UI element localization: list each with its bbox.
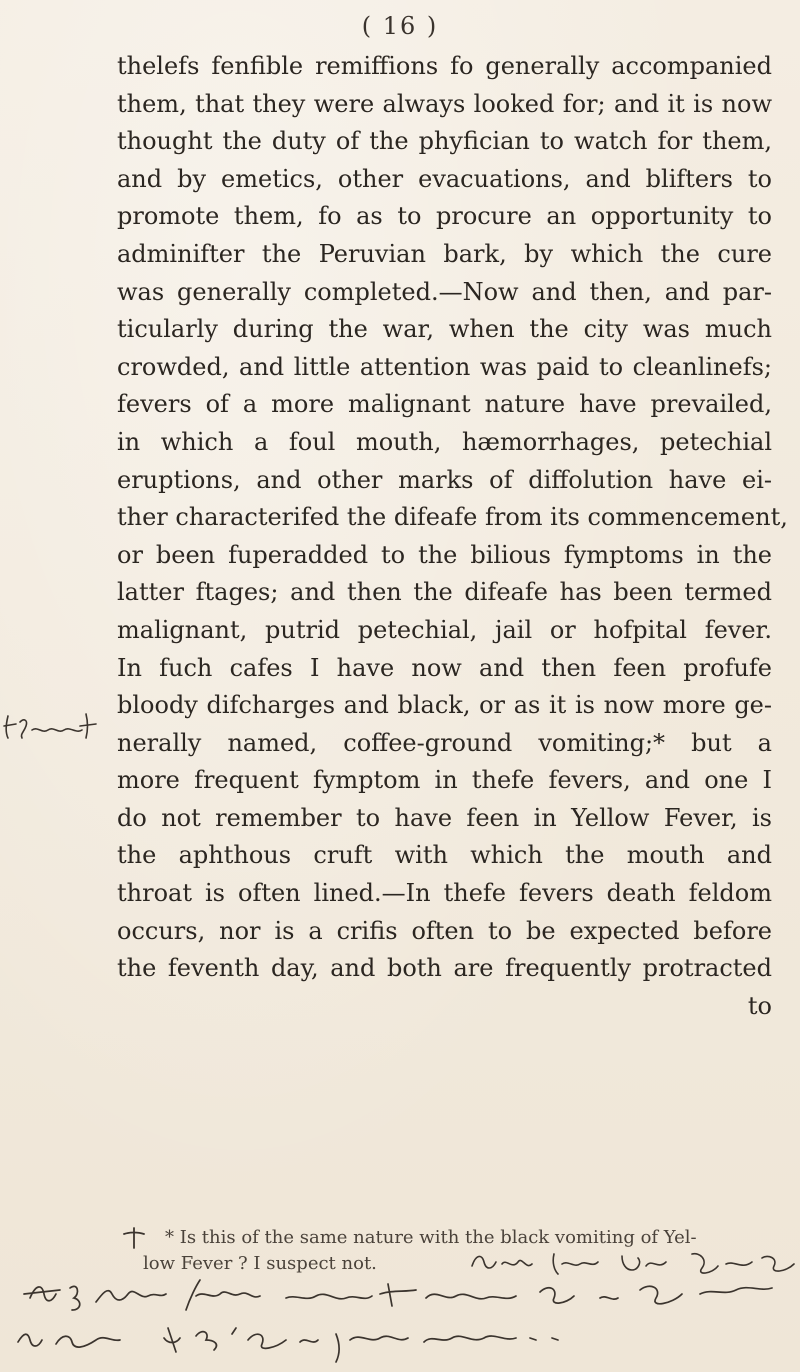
- text-line: the aphthous cruft with which the mouth and: [117, 841, 772, 870]
- text-line: more frequent fymptom in thefe fevers, and one I: [117, 766, 772, 795]
- text-line: ticularly during the war, when the city was much: [117, 315, 772, 344]
- text-line: nerally named, coffee-ground vomiting;* but a: [117, 728, 772, 757]
- handwritten-cross-mark: [122, 1226, 146, 1250]
- text-line: throat is often lined.—In thefe fevers death feldom: [117, 879, 772, 908]
- text-line: them, that they were always looked for; and it is now: [117, 89, 772, 118]
- text-line: adminifter the Peruvian bark, by which the cure: [117, 239, 772, 268]
- text-line: In fuch cafes I have now and then feen profufe: [117, 653, 772, 682]
- text-line: fevers of a more malignant nature have prevailed,: [117, 390, 772, 419]
- text-line: latter ftages; and then the difeafe has been termed: [117, 578, 772, 607]
- footnote-line: low Fever ? I suspect not.: [143, 1253, 377, 1274]
- text-line: occurs, nor is a crifis often to be expected before: [117, 916, 772, 945]
- text-line: the feventh day, and both are frequently protracted: [117, 954, 772, 983]
- footnote-line: * Is this of the same nature with the black vomiting of Yel-: [165, 1227, 697, 1248]
- text-line: bloody difcharges and black, or as it is now more ge-: [117, 691, 772, 720]
- text-line: thought the duty of the phyfician to watch for them,: [117, 127, 772, 156]
- text-line: eruptions, and other marks of diffolution have ei-: [117, 465, 772, 494]
- text-line: malignant, putrid petechial, jail or hofpital fever.: [117, 615, 772, 644]
- body-text: [117, 48, 788, 1025]
- text-line: and by emetics, other evacuations, and blifters to: [117, 164, 772, 193]
- text-line: thelefs fenfible remiffions fo generally accompanied: [117, 52, 772, 80]
- text-line: ther characterifed the difeafe from its commencement,: [117, 503, 788, 532]
- text-line: do not remember to have feen in Yellow Fever, is: [117, 803, 772, 832]
- text-line: was generally completed.—Now and then, and par-: [117, 277, 772, 306]
- text-line: crowded, and little attention was paid to cleanlinefs;: [117, 352, 772, 381]
- text-line: or been fuperadded to the bilious fymptoms in the: [117, 540, 772, 569]
- handwritten-bottom-notes: [0, 1258, 800, 1368]
- page-number: ( 16 ): [361, 12, 439, 40]
- text-line: in which a foul mouth, hæmorrhages, petechial: [117, 427, 772, 456]
- handwritten-margin-note: [2, 708, 112, 744]
- catchword: to: [747, 991, 772, 1020]
- text-line: promote them, fo as to procure an opportunity to: [117, 202, 772, 231]
